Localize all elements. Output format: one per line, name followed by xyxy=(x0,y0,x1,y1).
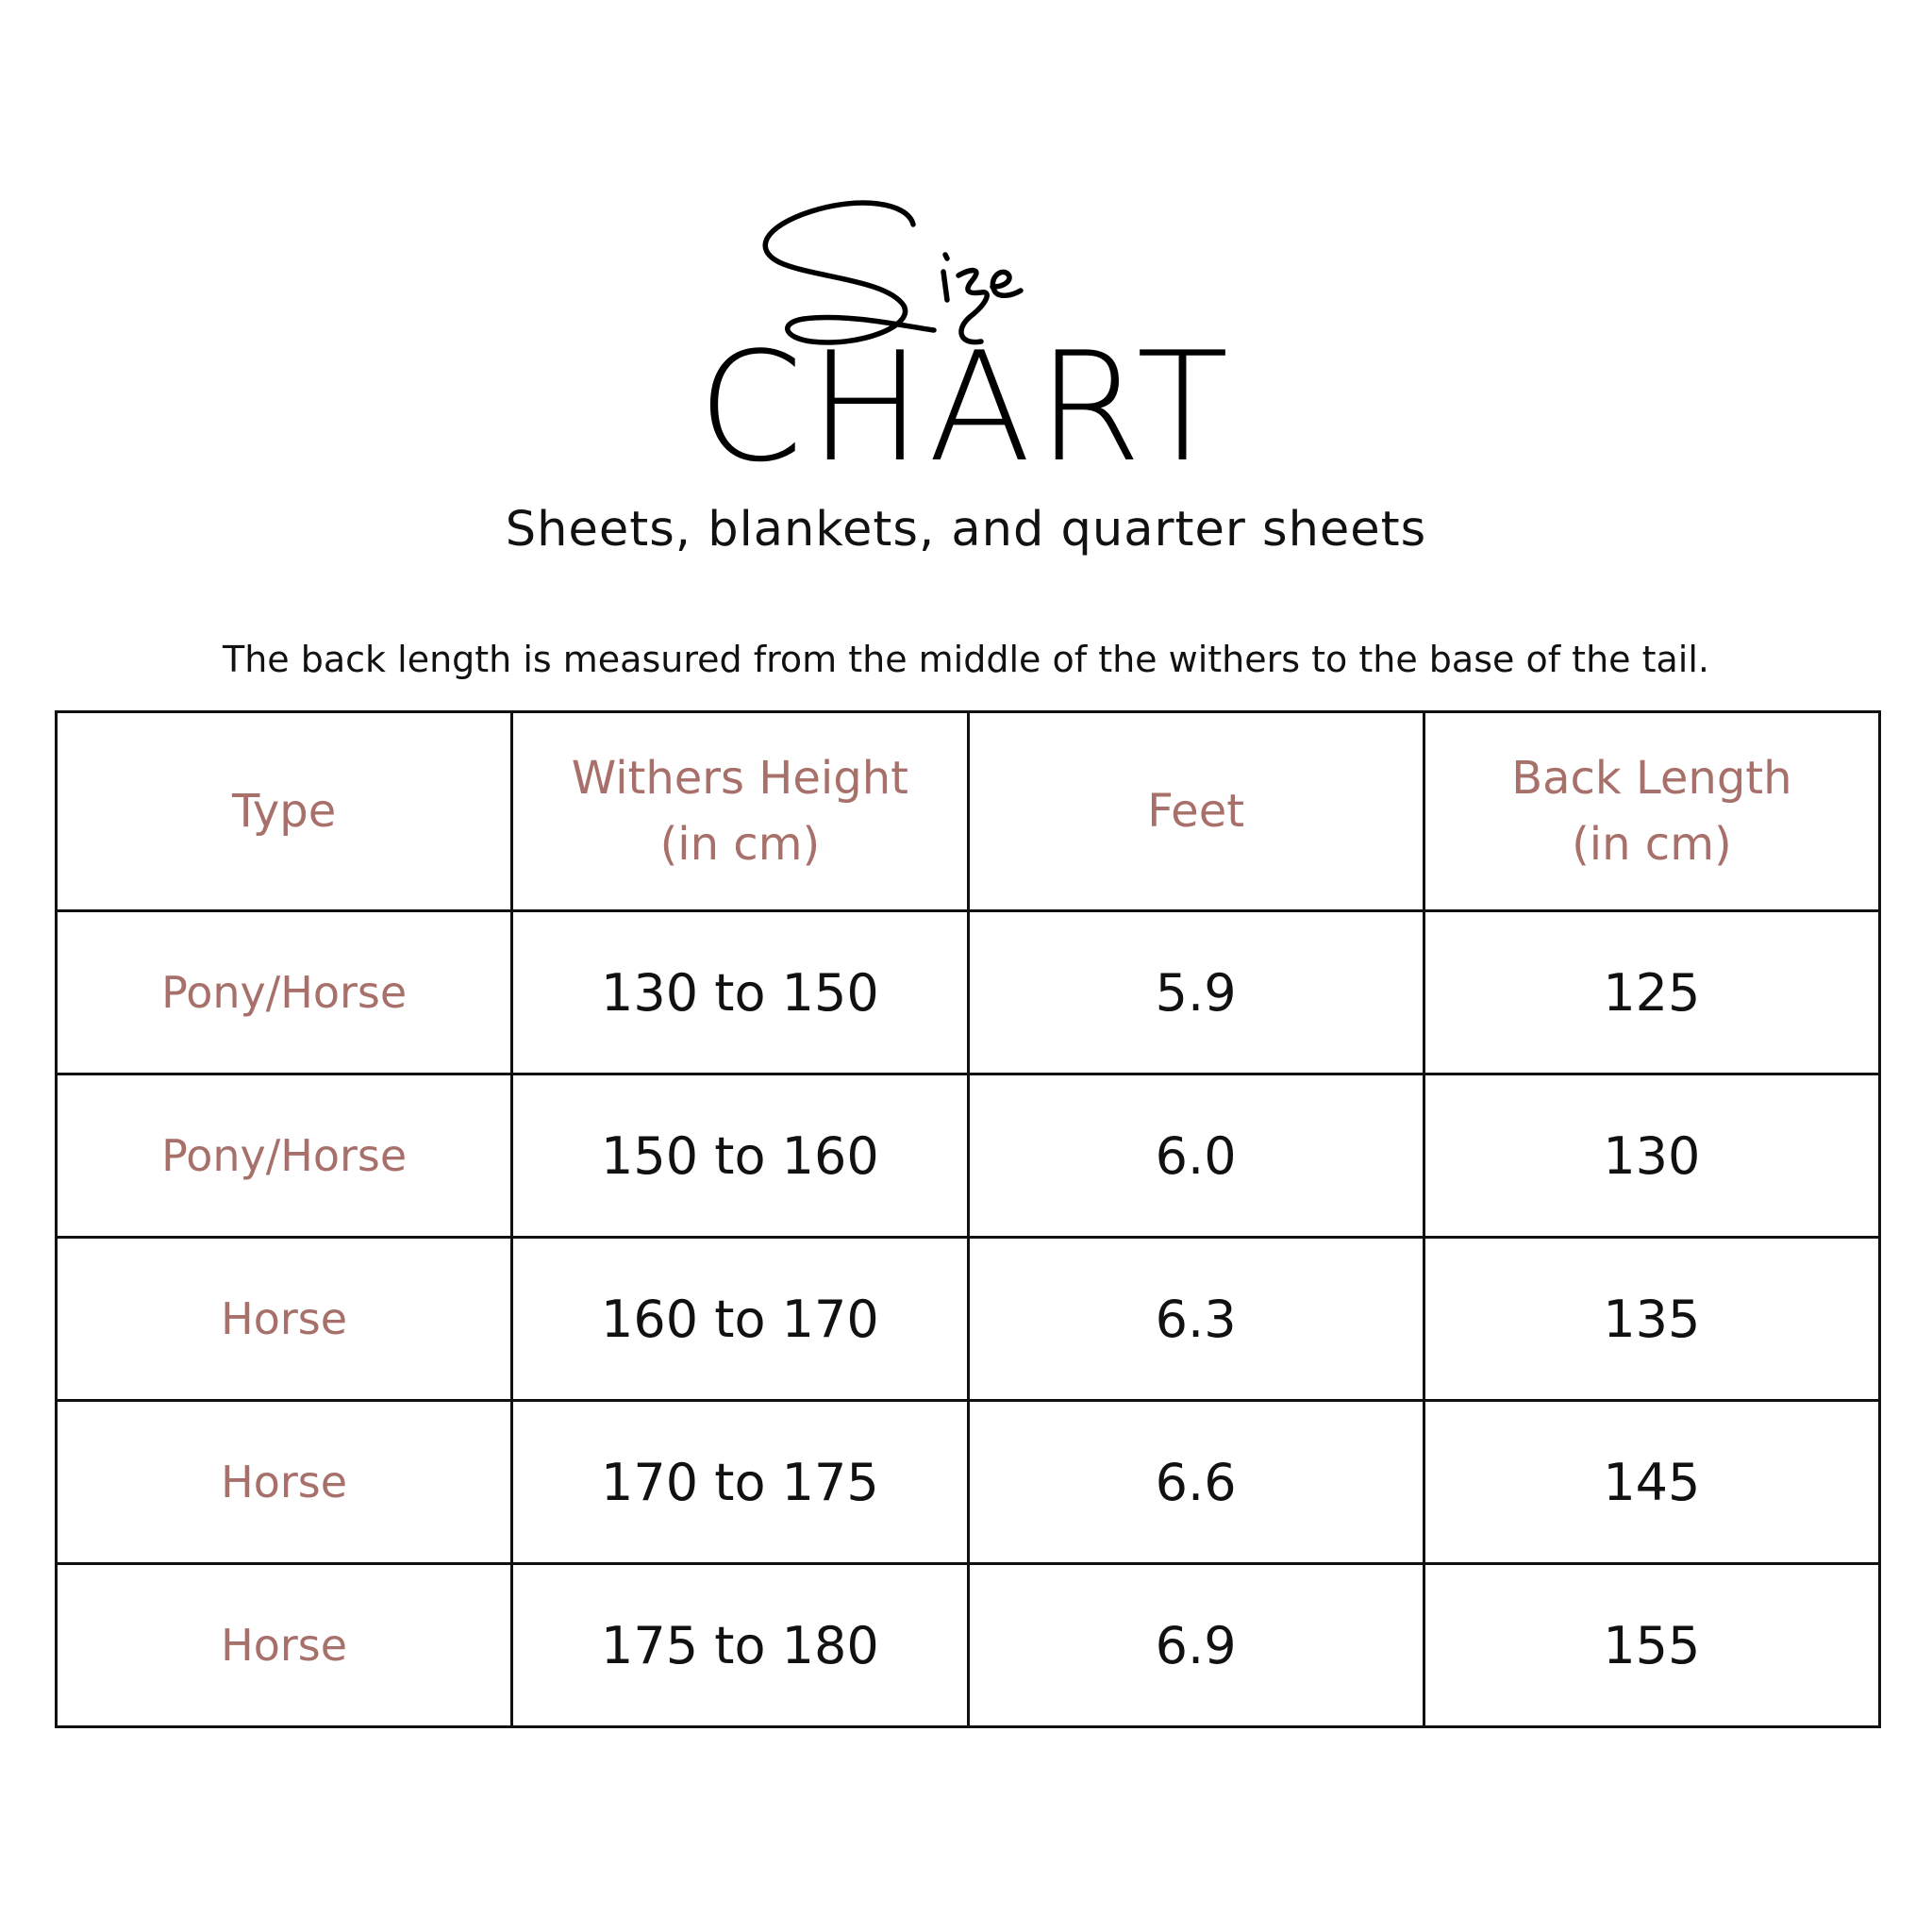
feet-cell: 6.9 xyxy=(968,1564,1424,1727)
feet-cell: 6.0 xyxy=(968,1074,1424,1238)
back-length-cell: 155 xyxy=(1424,1564,1879,1727)
type-cell: Horse xyxy=(57,1564,512,1727)
header-withers-height-unit: (in cm) xyxy=(659,818,821,871)
table-row xyxy=(57,1074,1880,1238)
table-row xyxy=(57,911,1880,1074)
withers-height-cell: 130 to 150 xyxy=(512,911,968,1074)
chart-heading: CHART xyxy=(697,319,1235,495)
feet-cell: 6.3 xyxy=(968,1238,1424,1401)
back-length-cell: 135 xyxy=(1424,1238,1879,1401)
back-length-cell: 145 xyxy=(1424,1401,1879,1564)
header-back-length-label: Back Length xyxy=(1511,752,1792,805)
header-withers-height-label: Withers Height xyxy=(571,752,908,805)
feet-cell: 6.6 xyxy=(968,1401,1424,1564)
withers-height-cell: 160 to 170 xyxy=(512,1238,968,1401)
header-back-length-unit: (in cm) xyxy=(1572,818,1732,871)
back-length-cell: 130 xyxy=(1424,1074,1879,1238)
type-cell: Pony/Horse xyxy=(57,1074,512,1238)
table-row xyxy=(57,1238,1880,1401)
measurement-note: The back length is measured from the middle of the withers to the base of the tail. xyxy=(223,639,1709,680)
header-feet-label: Feet xyxy=(1147,785,1245,838)
table-row xyxy=(57,1401,1880,1564)
withers-height-cell: 150 to 160 xyxy=(512,1074,968,1238)
back-length-cell: 125 xyxy=(1424,911,1879,1074)
type-cell: Horse xyxy=(57,1238,512,1401)
withers-height-cell: 170 to 175 xyxy=(512,1401,968,1564)
withers-height-cell: 175 to 180 xyxy=(512,1564,968,1727)
table-header-row xyxy=(57,712,1880,911)
table-row xyxy=(57,1564,1880,1727)
type-cell: Horse xyxy=(57,1401,512,1564)
header-type-label: Type xyxy=(232,785,337,838)
subtitle: Sheets, blankets, and quarter sheets xyxy=(505,502,1427,558)
feet-cell: 5.9 xyxy=(968,911,1424,1074)
header-back-length xyxy=(1424,712,1879,911)
header-feet xyxy=(968,712,1424,911)
header-withers-height xyxy=(512,712,968,911)
header-type xyxy=(57,712,512,911)
size-table xyxy=(55,710,1881,1728)
type-cell: Pony/Horse xyxy=(57,911,512,1074)
